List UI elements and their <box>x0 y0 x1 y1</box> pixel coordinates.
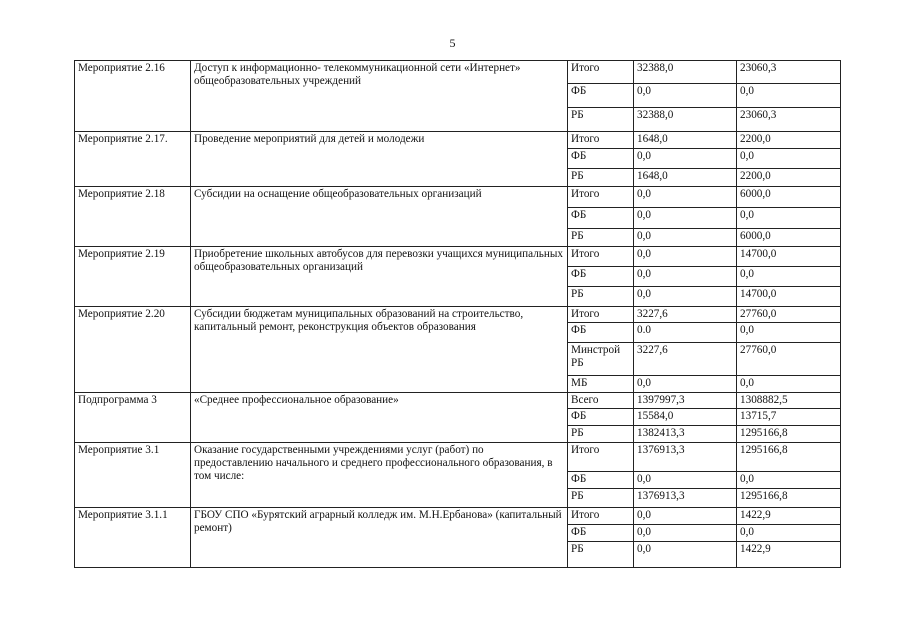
measure-title: Приобретение школьных автобусов для перевозки учащихся муниципальных общеобразовательных организаций <box>191 246 568 306</box>
measure-code: Мероприятие 2.18 <box>75 186 191 246</box>
amount-col-1: 1382413,3 <box>634 426 737 443</box>
amount-col-2: 23060,3 <box>737 108 841 132</box>
amount-col-2: 27760,0 <box>737 343 841 376</box>
amount-col-1: 0,0 <box>634 375 737 392</box>
measure-title: Проведение мероприятий для детей и молодежи <box>191 132 568 187</box>
funding-source: Минстрой РБ <box>568 343 634 376</box>
measure-code: Мероприятие 3.1 <box>75 442 191 507</box>
measure-title: Доступ к информационно- телекоммуникационной сети «Интернет» общеобразовательных учреждений <box>191 61 568 132</box>
amount-col-2: 1422,9 <box>737 541 841 567</box>
amount-col-1: 0,0 <box>634 246 737 266</box>
table-row <box>75 246 841 266</box>
amount-col-2: 0,0 <box>737 84 841 108</box>
funding-source: ФБ <box>568 323 634 343</box>
page-number: 5 <box>449 36 456 50</box>
measure-code: Подпрограмма 3 <box>75 392 191 442</box>
funding-source: РБ <box>568 228 634 246</box>
amount-col-1: 1648,0 <box>634 132 737 149</box>
funding-source: ФБ <box>568 409 634 426</box>
funding-source: Итого <box>568 442 634 471</box>
amount-col-1: 0,0 <box>634 286 737 306</box>
amount-col-2: 1308882,5 <box>737 392 841 409</box>
funding-source: ФБ <box>568 266 634 286</box>
measure-code: Мероприятие 2.20 <box>75 306 191 392</box>
measure-title: Субсидии бюджетам муниципальных образований на строительство, капитальный ремонт, реконструкция объектов образования <box>191 306 568 392</box>
amount-col-2: 1295166,8 <box>737 426 841 443</box>
funding-source: ФБ <box>568 149 634 169</box>
funding-source: ФБ <box>568 84 634 108</box>
funding-source: РБ <box>568 426 634 443</box>
amount-col-2: 13715,7 <box>737 409 841 426</box>
amount-col-1: 0,0 <box>634 472 737 489</box>
amount-col-2: 23060,3 <box>737 61 841 84</box>
table-row <box>75 186 841 207</box>
measure-code: Мероприятие 2.17. <box>75 132 191 187</box>
funding-source: РБ <box>568 286 634 306</box>
amount-col-1: 1397997,3 <box>634 392 737 409</box>
program-table <box>74 60 841 568</box>
amount-col-2: 6000,0 <box>737 228 841 246</box>
amount-col-2: 0,0 <box>737 375 841 392</box>
amount-col-2: 0,0 <box>737 266 841 286</box>
table-row <box>75 61 841 84</box>
measure-title: «Среднее профессиональное образование» <box>191 392 568 442</box>
funding-source: Итого <box>568 246 634 266</box>
amount-col-1: 0,0 <box>634 266 737 286</box>
amount-col-1: 0,0 <box>634 84 737 108</box>
amount-col-1: 0,0 <box>634 186 737 207</box>
measure-code: Мероприятие 3.1.1 <box>75 507 191 567</box>
amount-col-2: 2200,0 <box>737 132 841 149</box>
amount-col-2: 0,0 <box>737 149 841 169</box>
measure-title: ГБОУ СПО «Бурятский аграрный колледж им. М.Н.Ербанова» (капитальный ремонт) <box>191 507 568 567</box>
amount-col-1: 0,0 <box>634 149 737 169</box>
amount-col-2: 0,0 <box>737 207 841 228</box>
amount-col-1: 0,0 <box>634 507 737 524</box>
funding-source: Итого <box>568 186 634 207</box>
table-row <box>75 442 841 471</box>
amount-col-2: 14700,0 <box>737 246 841 266</box>
amount-col-2: 1295166,8 <box>737 489 841 508</box>
funding-source: РБ <box>568 489 634 508</box>
table-row <box>75 507 841 524</box>
funding-source: РБ <box>568 169 634 187</box>
funding-source: ФБ <box>568 524 634 541</box>
amount-col-1: 15584,0 <box>634 409 737 426</box>
amount-col-1: 1376913,3 <box>634 442 737 471</box>
amount-col-2: 1295166,8 <box>737 442 841 471</box>
amount-col-1: 0,0 <box>634 207 737 228</box>
funding-source: Итого <box>568 507 634 524</box>
table-row <box>75 132 841 149</box>
funding-source: Итого <box>568 306 634 323</box>
funding-source: ФБ <box>568 207 634 228</box>
funding-source: РБ <box>568 108 634 132</box>
measure-code: Мероприятие 2.16 <box>75 61 191 132</box>
amount-col-1: 0,0 <box>634 228 737 246</box>
amount-col-2: 1422,9 <box>737 507 841 524</box>
measure-title: Оказание государственными учреждениями услуг (работ) по предоставлению начального и среднего профессионального образования, в том числе: <box>191 442 568 507</box>
amount-col-2: 2200,0 <box>737 169 841 187</box>
measure-title: Субсидии на оснащение общеобразовательных организаций <box>191 186 568 246</box>
amount-col-1: 0.0 <box>634 323 737 343</box>
amount-col-1: 3227,6 <box>634 343 737 376</box>
amount-col-1: 3227,6 <box>634 306 737 323</box>
measure-code: Мероприятие 2.19 <box>75 246 191 306</box>
amount-col-2: 0,0 <box>737 472 841 489</box>
amount-col-1: 0,0 <box>634 524 737 541</box>
amount-col-2: 0,0 <box>737 323 841 343</box>
table-row <box>75 306 841 323</box>
amount-col-2: 0,0 <box>737 524 841 541</box>
funding-source: Итого <box>568 61 634 84</box>
table-row <box>75 392 841 409</box>
funding-source: ФБ <box>568 472 634 489</box>
amount-col-1: 1376913,3 <box>634 489 737 508</box>
amount-col-1: 32388,0 <box>634 108 737 132</box>
amount-col-2: 14700,0 <box>737 286 841 306</box>
amount-col-2: 27760,0 <box>737 306 841 323</box>
funding-source: МБ <box>568 375 634 392</box>
amount-col-1: 32388,0 <box>634 61 737 84</box>
funding-source: Итого <box>568 132 634 149</box>
funding-source: Всего <box>568 392 634 409</box>
amount-col-1: 1648,0 <box>634 169 737 187</box>
amount-col-1: 0,0 <box>634 541 737 567</box>
funding-source: РБ <box>568 541 634 567</box>
amount-col-2: 6000,0 <box>737 186 841 207</box>
